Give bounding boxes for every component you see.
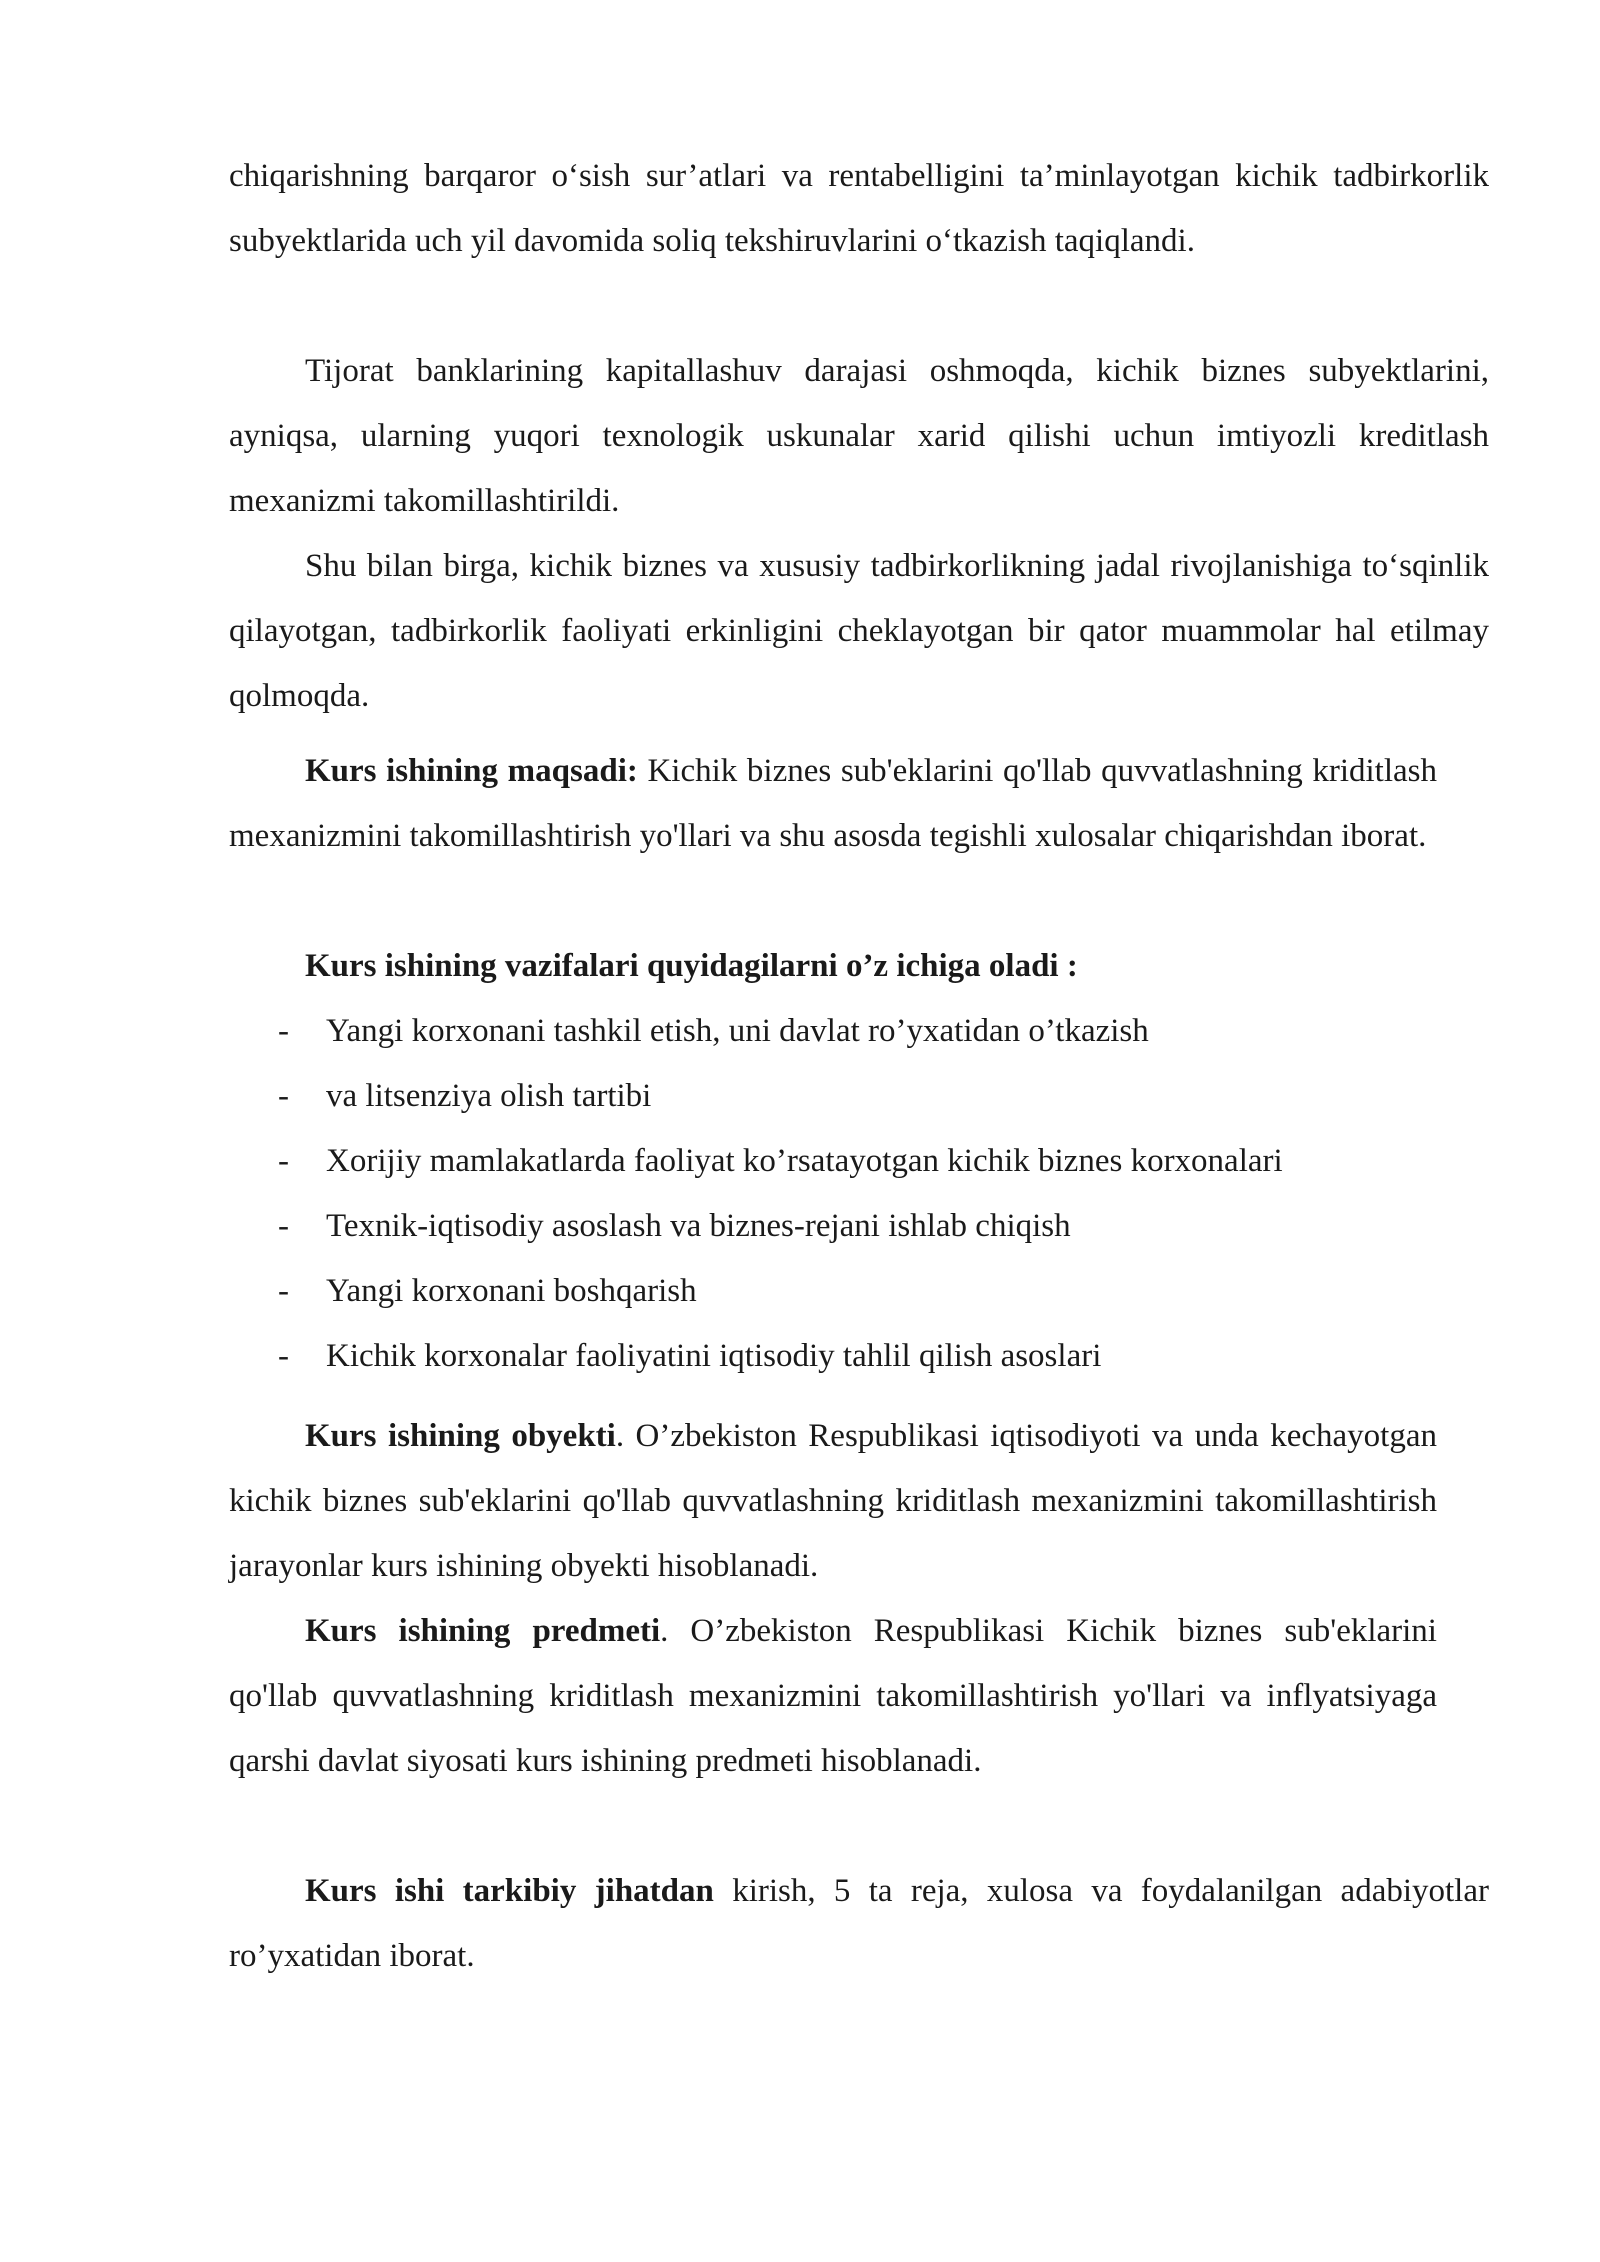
list-item [229, 999, 1489, 1064]
list-item-text: Texnik-iqtisodiy asoslash va biznes-rejani ishlab chiqish [326, 1208, 1071, 1244]
list-bullet: - [278, 1078, 289, 1114]
goal-label: Kurs ishining maqsadi: [305, 753, 638, 789]
paragraph-tax-inspections [229, 144, 1489, 274]
paragraph-course-goal [229, 739, 1437, 869]
object-text: . O’zbekiston Respublikasi iqtisodiyoti va unda kechayotgan kichik biznes sub'eklarini qo'llab quvvatlashning kriditlash mexanizmini takomillashtirish jarayonlar kurs ishining obyekti hisoblanadi. [229, 1418, 1437, 1584]
tasks-heading: Kurs ishining vazifalari quyidagilarni o’z ichiga oladi : [305, 948, 1078, 984]
list-item [229, 1129, 1489, 1194]
list-bullet: - [278, 1013, 289, 1049]
list-item-text: va litsenziya olish tartibi [326, 1078, 652, 1114]
list-item-text: Yangi korxonani tashkil etish, uni davlat ro’yxatidan o’tkazish [326, 1013, 1149, 1049]
subject-label: Kurs ishining predmeti [305, 1613, 661, 1649]
paragraph-text: chiqarishning barqaror o‘sish sur’atlari va rentabelligini ta’minlayotgan kichik tadbirkorlik subyektlarida uch yil davomida soliq tekshiruvlarini o‘tkazish taqiqlandi. [229, 158, 1489, 259]
subject-text: . O’zbekiston Respublikasi Kichik biznes sub'eklarini qo'llab quvvatlashning kriditlash mexanizmini takomillashtirish yo'llari va inflyatsiyaga qarshi davlat siyosati kurs ishining predmeti hisoblanadi. [229, 1613, 1437, 1779]
list-item-text: Yangi korxonani boshqarish [326, 1273, 697, 1309]
structure-label: Kurs ishi tarkibiy jihatdan [305, 1873, 714, 1909]
paragraph-course-structure [229, 1859, 1489, 1989]
list-bullet: - [278, 1208, 289, 1244]
paragraph-text: Tijorat banklarining kapitallashuv darajasi oshmoqda, kichik biznes subyektlarini, ayniqsa, ularning yuqori texnologik uskunalar xarid qilishi uchun imtiyozli kreditlash mexanizmi takomillashtirildi. [229, 353, 1489, 519]
object-label: Kurs ishining obyekti [305, 1418, 616, 1454]
list-item [229, 1194, 1489, 1259]
list-item-text: Kichik korxonalar faoliyatini iqtisodiy tahlil qilish asoslari [326, 1338, 1102, 1374]
paragraph-tasks-heading [229, 934, 1437, 999]
list-item-text: Xorijiy mamlakatlarda faoliyat ko’rsatayotgan kichik biznes korxonalari [326, 1143, 1283, 1179]
list-bullet: - [278, 1273, 289, 1309]
paragraph-text: Shu bilan birga, kichik biznes va xususiy tadbirkorlikning jadal rivojlanishiga to‘sqinlik qilayotgan, tadbirkorlik faoliyati erkinligini cheklayotgan bir qator muammolar hal etilmay qolmoqda. [229, 548, 1489, 714]
tasks-list [229, 999, 1489, 1389]
list-bullet: - [278, 1338, 289, 1374]
structure-text: kirish, 5 ta reja, xulosa va foydalanilgan adabiyotlar ro’yxatidan iborat. [229, 1873, 1489, 1974]
list-item [229, 1064, 1489, 1129]
paragraph-problems [229, 534, 1489, 729]
paragraph-course-subject [229, 1599, 1437, 1794]
list-item [229, 1324, 1489, 1389]
paragraph-commercial-banks [229, 339, 1489, 534]
paragraph-course-object [229, 1404, 1437, 1599]
list-bullet: - [278, 1143, 289, 1179]
goal-text: Kichik biznes sub'eklarini qo'llab quvvatlashning kriditlash mexanizmini takomillashtirish yo'llari va shu asosda tegishli xulosalar chiqarishdan iborat. [229, 753, 1437, 854]
list-item [229, 1259, 1489, 1324]
